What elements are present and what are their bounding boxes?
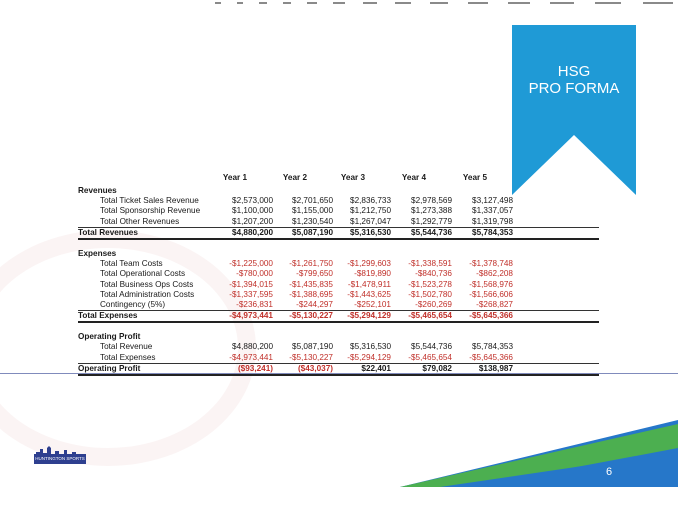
value-cell: $5,784,353 xyxy=(472,342,513,352)
value-cell: $1,319,798 xyxy=(472,216,513,226)
row-label: Total Other Revenues xyxy=(100,216,180,226)
value-cell: $1,207,200 xyxy=(232,216,273,226)
value-cell: $5,087,190 xyxy=(292,227,333,237)
value-cell: -$5,130,227 xyxy=(289,311,333,321)
value-cell: -$4,973,441 xyxy=(229,311,273,321)
value-cell: $5,544,736 xyxy=(411,227,452,237)
value-cell: $5,316,530 xyxy=(350,342,391,352)
value-cell: -$862,208 xyxy=(476,269,513,279)
banner-line-1: HSG xyxy=(557,63,591,80)
value-cell: $5,087,190 xyxy=(292,342,333,352)
value-cell: -$819,890 xyxy=(354,269,391,279)
value-cell: $2,836,733 xyxy=(350,196,391,206)
year-header: Year 1 xyxy=(222,173,248,182)
value-cell: -$5,645,366 xyxy=(469,311,513,321)
value-cell: -$1,337,595 xyxy=(229,289,273,299)
value-cell: $1,292,779 xyxy=(411,216,452,226)
value-cell: -$5,465,654 xyxy=(408,311,452,321)
value-cell: -$260,269 xyxy=(415,299,452,309)
value-cell: -$5,645,366 xyxy=(469,352,513,362)
logo-text: HUNTINGTON SPORTS GROUP xyxy=(35,456,85,469)
value-cell: $5,544,736 xyxy=(411,342,452,352)
row-label: Total Operational Costs xyxy=(100,269,186,279)
row-label: Total Administration Costs xyxy=(100,289,195,299)
value-cell: -$252,101 xyxy=(354,299,391,309)
value-cell: $2,573,000 xyxy=(232,196,273,206)
value-cell: $5,784,353 xyxy=(472,227,513,237)
company-logo xyxy=(34,446,86,469)
value-cell: -$236,831 xyxy=(236,299,273,309)
row-label: Total Expenses xyxy=(100,352,156,362)
total-label: Total Expenses xyxy=(78,311,138,321)
banner-line-2: PRO FORMA xyxy=(528,80,620,97)
row-label: Total Ticket Sales Revenue xyxy=(100,196,199,206)
row-label: Total Business Ops Costs xyxy=(100,279,194,289)
section-title: Operating Profit xyxy=(78,332,141,342)
value-cell: $1,273,388 xyxy=(411,206,452,216)
value-cell: $1,230,540 xyxy=(292,216,333,226)
value-cell: -$1,443,625 xyxy=(347,289,391,299)
value-cell: -$4,973,441 xyxy=(229,352,273,362)
value-cell: $1,267,047 xyxy=(350,216,391,226)
value-cell: -$1,394,015 xyxy=(229,279,273,289)
value-cell: -$1,566,606 xyxy=(469,289,513,299)
row-label: Total Team Costs xyxy=(100,259,163,269)
value-cell: $1,100,000 xyxy=(232,206,273,216)
year-header: Year 2 xyxy=(282,173,308,182)
value-cell: -$1,261,750 xyxy=(289,259,333,269)
value-cell: -$1,378,748 xyxy=(469,259,513,269)
total-label: Operating Profit xyxy=(78,363,141,373)
section-title: Revenues xyxy=(78,186,117,195)
value-cell: -$244,297 xyxy=(296,299,333,309)
value-cell: -$1,338,591 xyxy=(408,259,452,269)
value-cell: $22,401 xyxy=(361,363,391,373)
value-cell: -$1,225,000 xyxy=(229,259,273,269)
value-cell: -$799,650 xyxy=(296,269,333,279)
value-cell: $1,337,057 xyxy=(472,206,513,216)
value-cell: -$780,000 xyxy=(236,269,273,279)
value-cell: $1,212,750 xyxy=(350,206,391,216)
value-cell: -$5,294,129 xyxy=(347,311,391,321)
value-cell: $2,701,650 xyxy=(292,196,333,206)
row-label: Total Sponsorship Revenue xyxy=(100,206,201,216)
value-cell: ($93,241) xyxy=(237,363,273,373)
value-cell: -$1,299,603 xyxy=(347,259,391,269)
value-cell: -$1,568,976 xyxy=(469,279,513,289)
value-cell: -$1,478,911 xyxy=(347,279,391,289)
value-cell: -$840,736 xyxy=(415,269,452,279)
value-cell: $3,127,498 xyxy=(472,196,513,206)
value-cell: -$5,294,129 xyxy=(347,352,391,362)
year-header: Year 5 xyxy=(462,173,488,182)
value-cell: $1,155,000 xyxy=(292,206,333,216)
row-label: Contingency (5%) xyxy=(100,299,166,309)
value-cell: -$1,435,835 xyxy=(289,279,333,289)
value-cell: $2,978,569 xyxy=(411,196,452,206)
value-cell: -$5,130,227 xyxy=(289,352,333,362)
page-number: 6 xyxy=(606,466,613,478)
value-cell: -$5,465,654 xyxy=(408,352,452,362)
value-cell: $4,880,200 xyxy=(232,227,273,237)
value-cell: $138,987 xyxy=(478,363,513,373)
total-label: Total Revenues xyxy=(78,227,138,237)
year-header: Year 3 xyxy=(340,173,366,182)
value-cell: $5,316,530 xyxy=(350,227,391,237)
value-cell: $4,880,200 xyxy=(232,342,273,352)
value-cell: -$1,388,695 xyxy=(289,289,333,299)
value-cell: -$1,502,780 xyxy=(408,289,452,299)
section-title: Expenses xyxy=(78,248,117,258)
value-cell: -$268,827 xyxy=(476,299,513,309)
value-cell: ($43,037) xyxy=(297,363,333,373)
value-cell: $79,082 xyxy=(422,363,452,373)
row-label: Total Revenue xyxy=(100,342,153,352)
value-cell: -$1,523,278 xyxy=(408,279,452,289)
year-header: Year 4 xyxy=(401,173,427,182)
